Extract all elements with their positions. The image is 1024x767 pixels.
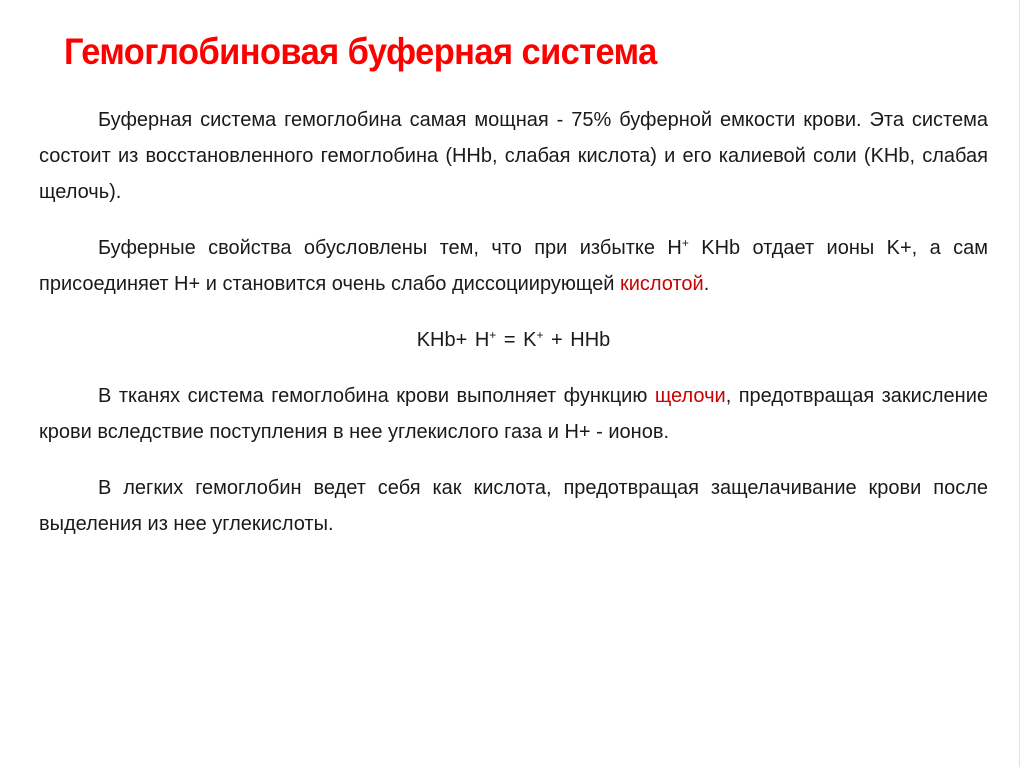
highlight-acid-word: кислотой [619,273,704,295]
slide-title: Гемоглобиновая буферная система [64,31,657,72]
equation-right: + HHb [543,329,611,351]
paragraph-buffer-properties [39,230,988,302]
slide-body [39,102,988,562]
paragraph-lungs: В легких гемоглобин ведет себя как кислота, предотвращая защелачивание крови после выделения из нее углекислоты. [39,477,988,535]
equation-sup-h: + [489,328,497,342]
paragraph-tissues [39,378,988,450]
p3-text-end: , предотвращая закисление крови вследствие поступления в нее углекислого газа и H+ - ионов. [39,385,988,443]
reaction-equation [39,322,988,358]
paragraph-buffer-capacity: Буферная система гемоглобина самая мощная - 75% буферной емкости крови. Эта система состоит из восстановленного гемоглобина (HHb, слабая кислота) и его калиевой соли (KHb, слабая щелочь). [39,109,988,203]
p3-text-start: В тканях система гемоглобина крови выполняет функцию [98,385,655,407]
equation-sup-k: + [536,328,544,342]
p2-text-middle: KHb отдает ионы K+, а сам присоединяет H+ и становится очень слабо диссоциирующей [39,237,989,295]
highlight-alkali-word: щелочи [654,385,726,407]
p2-text-start: Буферные свойства обусловлены тем, что при избытке H [98,237,682,259]
equation-left: KHb+ H [416,329,490,351]
slide-edge-line [1019,0,1020,767]
p2-text-end: . [703,273,710,295]
equation-middle: = K [496,329,537,351]
p2-superscript-plus: + [681,236,689,250]
